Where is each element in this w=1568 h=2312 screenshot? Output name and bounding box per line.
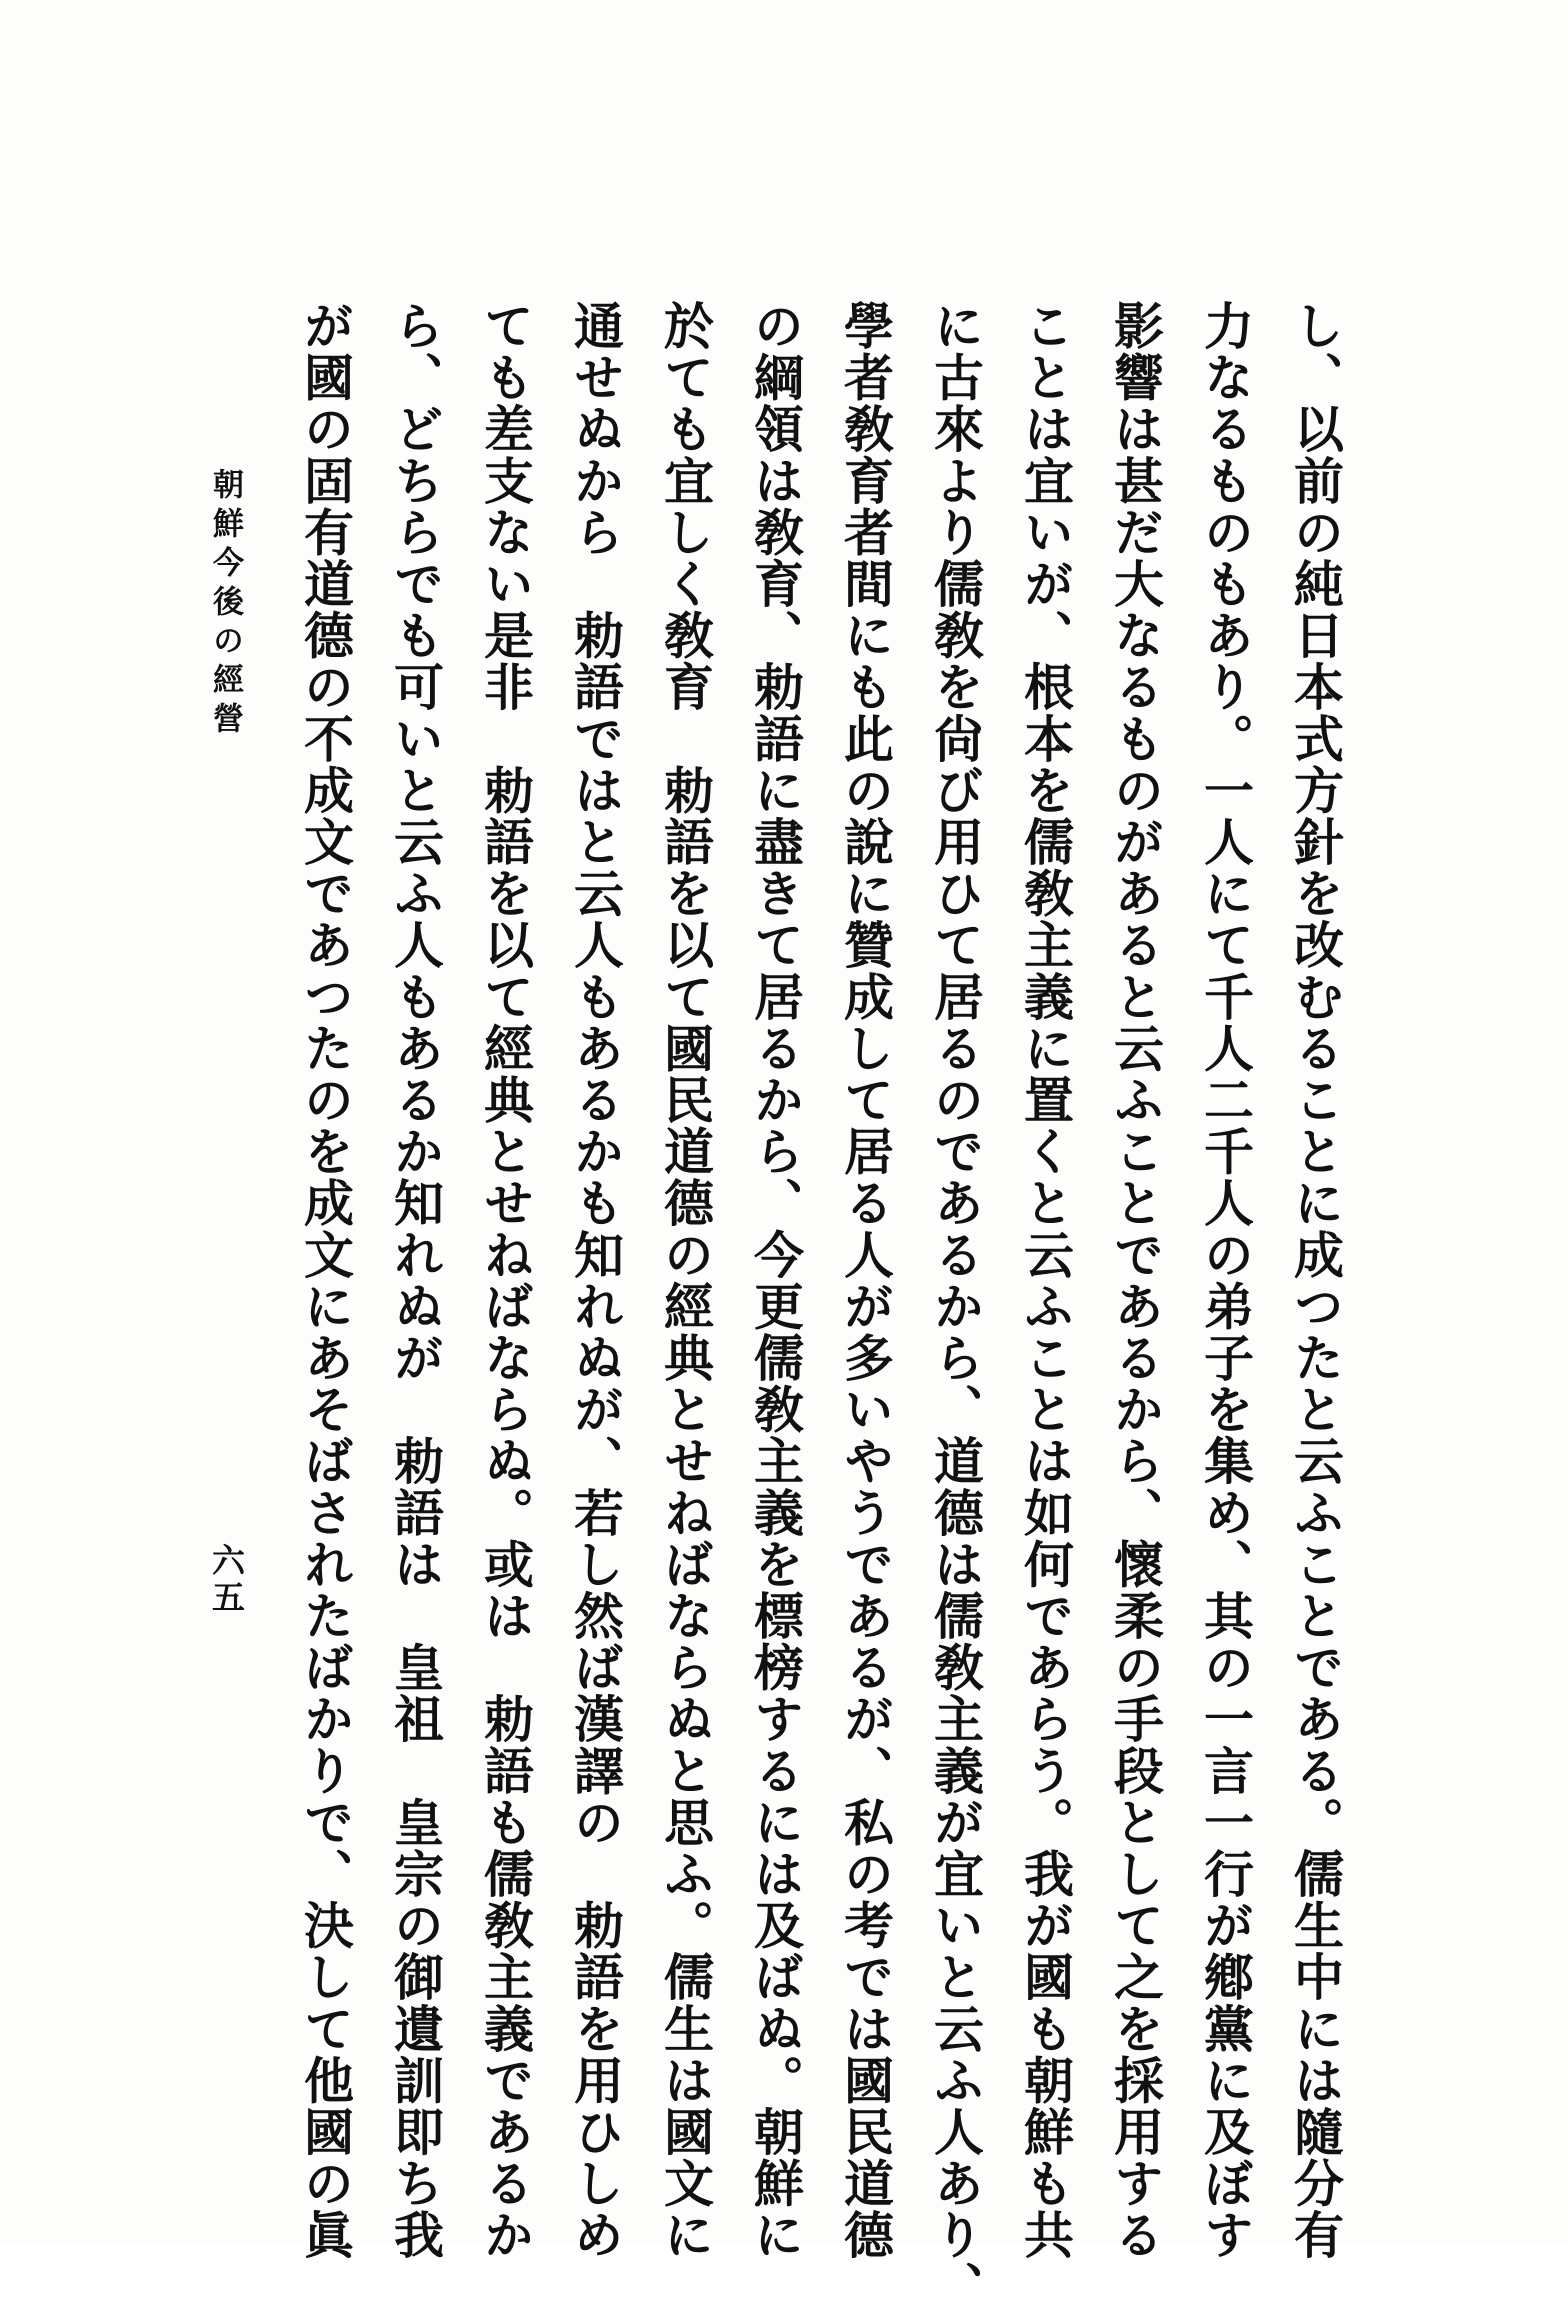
text-line: し、以前の純日本式方針を改むることに成つたと云ふことである。儒生中には隨分有 bbox=[1286, 300, 1345, 2261]
running-header: 朝鮮今後の經營 bbox=[207, 468, 243, 741]
text-line: に古來より儒敎を尙び用ひて居るのであるから、道德は儒敎主義が宜いと云ふ人あり、 bbox=[926, 300, 985, 2312]
text-line: が國の固有道德の不成文であつたのを成文にあそばされたばかりで、決して他國の眞 bbox=[296, 300, 355, 2261]
text-line: ら、どちらでも可いと云ふ人もあるか知れぬが 勅語は 皇祖 皇宗の御遺訓即ち我 bbox=[386, 300, 445, 2261]
page-number: 六五 bbox=[207, 1543, 246, 1617]
text-line: 力なるものもあり。一人にて千人二千人の弟子を集め、其の一言一行が鄕黨に及ぼす bbox=[1196, 300, 1255, 2261]
text-line: 影響は甚だ大なるものがあると云ふことであるから、懷柔の手段として之を採用する bbox=[1106, 300, 1165, 2261]
text-line: の綱領は敎育、勅語に盡きて居るから、今更儒敎主義を標榜するには及ばぬ。朝鮮に bbox=[746, 300, 805, 2261]
text-line: 學者敎育者間にも此の說に贊成して居る人が多いやうであるが、私の考では國民道德 bbox=[836, 300, 895, 2261]
text-line: 於ても宜しく敎育 勅語を以て國民道德の經典とせねばならぬと思ふ。儒生は國文に bbox=[656, 300, 715, 2261]
text-line: ても差支ない是非 勅語を以て經典とせねばならぬ。或は 勅語も儒敎主義であるか bbox=[476, 300, 535, 2261]
body-text bbox=[290, 300, 1345, 2312]
text-line: ことは宜いが、根本を儒敎主義に置くと云ふことは如何であらう。我が國も朝鮮も共 bbox=[1016, 300, 1075, 2261]
text-line: 通せぬから 勅語ではと云人もあるかも知れぬが、若し然ば漢譯の 勅語を用ひしめ bbox=[566, 300, 625, 2261]
